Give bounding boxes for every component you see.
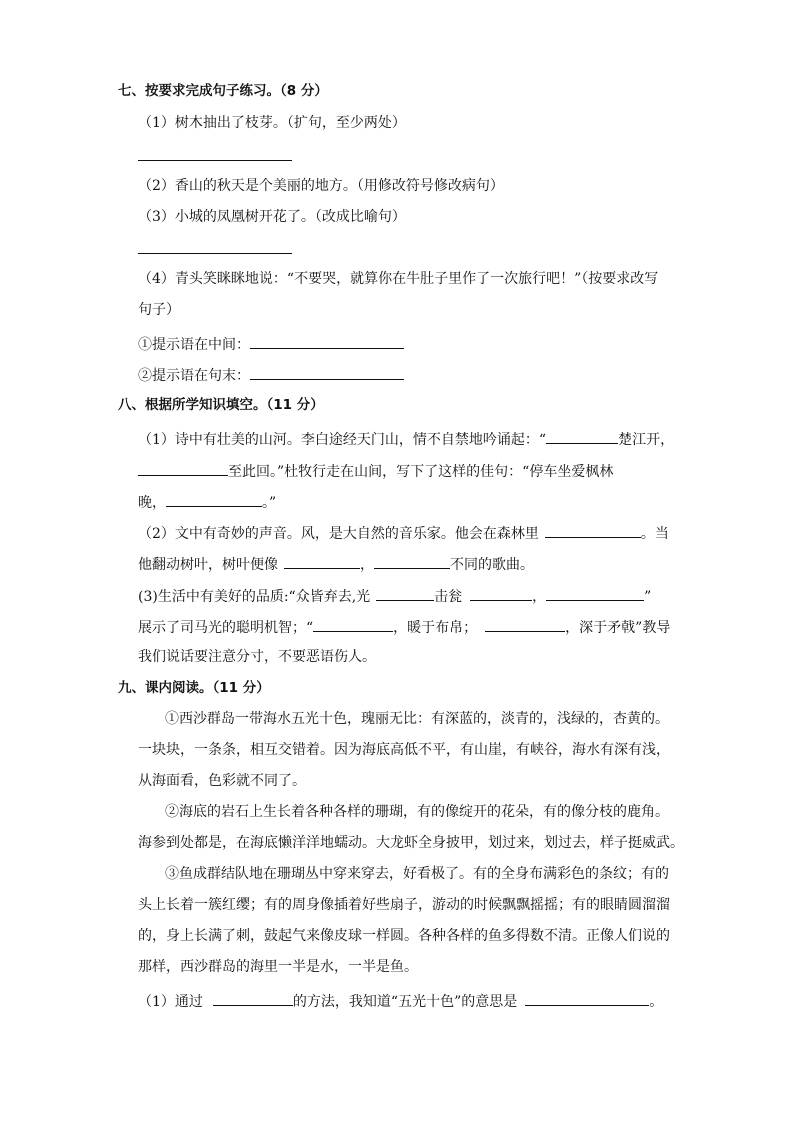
- s7-question-4-line1: （4）青头笑眯眯地说：“不要哭，就算你在牛肚子里作了一次旅行吧！”（按要求改写: [138, 271, 659, 287]
- s8-q3-text-b: 击瓮: [434, 589, 463, 605]
- passage-p3-line4: 那样，西沙群岛的海里一半是水，一半是鱼。: [138, 959, 418, 975]
- s8-q3-line1: [138, 585, 651, 606]
- s9-q1-text-a: （1）通过: [138, 994, 203, 1010]
- s8-q1-blank-2[interactable]: [138, 460, 228, 476]
- s8-q1-text-d: 晚，: [138, 495, 166, 511]
- s8-q3-text-e: 展示了司马光的聪明机智；“: [138, 620, 314, 636]
- s8-q1-line3: [138, 491, 276, 512]
- passage-p3-line1: ③鱼成群结队地在珊瑚丛中穿来穿去，好看极了。有的全身布满彩色的条纹；有的: [165, 866, 669, 882]
- s8-q2-blank-3[interactable]: [374, 553, 450, 569]
- s8-q3-text-a: (3)生活中有美好的品质:“众皆弃去,光: [138, 589, 371, 605]
- s8-q3-text-d: ”: [644, 589, 652, 605]
- s8-q3-blank-2[interactable]: [470, 585, 532, 601]
- s8-q1-line2: [138, 460, 613, 481]
- s8-q1-blank-3[interactable]: [166, 491, 262, 507]
- section-7-title: 七、按要求完成句子练习。（8 分）: [118, 83, 328, 99]
- s7-q4-item-2-blank[interactable]: [250, 364, 404, 380]
- s8-q3-text-g: ，深于矛戟”教导: [565, 620, 671, 636]
- s8-q1-text-b: 楚江开，: [618, 432, 675, 448]
- s7-question-2: （2）香山的秋天是个美丽的地方。（用修改符号修改病句）: [138, 178, 504, 194]
- s8-q1-blank-1[interactable]: [546, 428, 618, 444]
- s8-q3-blank-3[interactable]: [546, 585, 644, 601]
- s8-q2-blank-1[interactable]: [545, 522, 641, 538]
- section-8-title: 八、根据所学知识填空。（11 分）: [118, 397, 324, 413]
- s8-q2-text-d: ，: [360, 557, 374, 573]
- s8-q3-line3: 我们说话要注意分寸，不要恶语伤人。: [138, 649, 376, 665]
- s9-q1-text-b: 的方法，我知道“五光十色”的意思是: [292, 994, 518, 1010]
- s8-q3-blank-5[interactable]: [485, 616, 565, 632]
- s8-q3-blank-1[interactable]: [376, 585, 434, 601]
- s7-q4-item-1-label: ①提示语在中间：: [138, 337, 250, 353]
- s7-q4-item-1: [138, 333, 404, 354]
- s9-q1-text-c: 。: [649, 994, 664, 1010]
- passage-p2-line1: ②海底的岩石上生长着各种各样的珊瑚，有的像绽开的花朵，有的像分枝的鹿角。: [165, 804, 669, 820]
- passage-p3-line2: 头上长着一簇红缨；有的周身像插着好些扇子，游动的时候飘飘摇摇；有的眼睛圆溜溜: [138, 897, 670, 913]
- passage-p2-line2: 海参到处都是，在海底懒洋洋地蠕动。大龙虾全身披甲，划过来，划过去，样子挺威武。: [138, 835, 684, 851]
- s7-q3-answer-line[interactable]: [138, 253, 292, 254]
- s8-q1-line1: [138, 428, 674, 449]
- s7-q4-item-2: [138, 364, 404, 385]
- s8-q3-blank-4[interactable]: [313, 616, 393, 632]
- s8-q2-text-a: （2）文中有奇妙的声音。风，是大自然的音乐家。他会在森林里: [138, 526, 539, 542]
- s8-q2-line2: [138, 553, 534, 574]
- passage-p1-line1: ①西沙群岛一带海水五光十色，瑰丽无比：有深蓝的，淡青的，浅绿的，杏黄的。: [165, 711, 669, 727]
- s8-q1-text-c: 至此回。”杜牧行走在山间，写下了这样的佳句：“停车坐爱枫林: [228, 464, 614, 480]
- s7-question-4-line2: 句子）: [138, 302, 180, 318]
- s9-question-1: [138, 990, 663, 1011]
- s8-q1-text-a: （1）诗中有壮美的山河。李白途经天门山，情不自禁地吟诵起：“: [138, 432, 547, 448]
- s7-q4-item-1-blank[interactable]: [250, 333, 404, 349]
- s8-q2-text-e: 不同的歌曲。: [450, 557, 534, 573]
- passage-p3-line3: 的，身上长满了刺，鼓起气来像皮球一样圆。各种各样的鱼多得数不清。正像人们说的: [138, 928, 670, 944]
- s8-q2-text-c: 他翻动树叶，树叶便像: [138, 557, 278, 573]
- s7-question-1: （1）树木抽出了枝芽。（扩句，至少两处）: [138, 115, 406, 131]
- s8-q3-text-c: ，: [532, 589, 547, 605]
- s7-question-3: （3）小城的凤凰树开花了。（改成比喻句）: [138, 209, 406, 225]
- s8-q3-line2: [138, 616, 670, 637]
- s8-q1-text-e: 。”: [262, 495, 277, 511]
- s8-q2-text-b: 。当: [640, 526, 669, 542]
- s8-q2-blank-2[interactable]: [284, 553, 360, 569]
- s9-q1-blank-2[interactable]: [525, 990, 649, 1006]
- s9-q1-blank-1[interactable]: [213, 990, 293, 1006]
- passage-p1-line2: 一块块，一条条，相互交错着。因为海底高低不平，有山崖，有峡谷，海水有深有浅，: [138, 742, 670, 758]
- s7-q4-item-2-label: ②提示语在句末：: [138, 368, 250, 384]
- s8-q2-line1: [138, 522, 669, 543]
- s7-q1-answer-line[interactable]: [138, 160, 292, 161]
- s8-q3-text-f: ，暖于布帛；: [393, 620, 478, 636]
- passage-p1-line3: 从海面看，色彩就不同了。: [138, 773, 306, 789]
- section-9-title: 九、课内阅读。（11 分）: [118, 680, 270, 696]
